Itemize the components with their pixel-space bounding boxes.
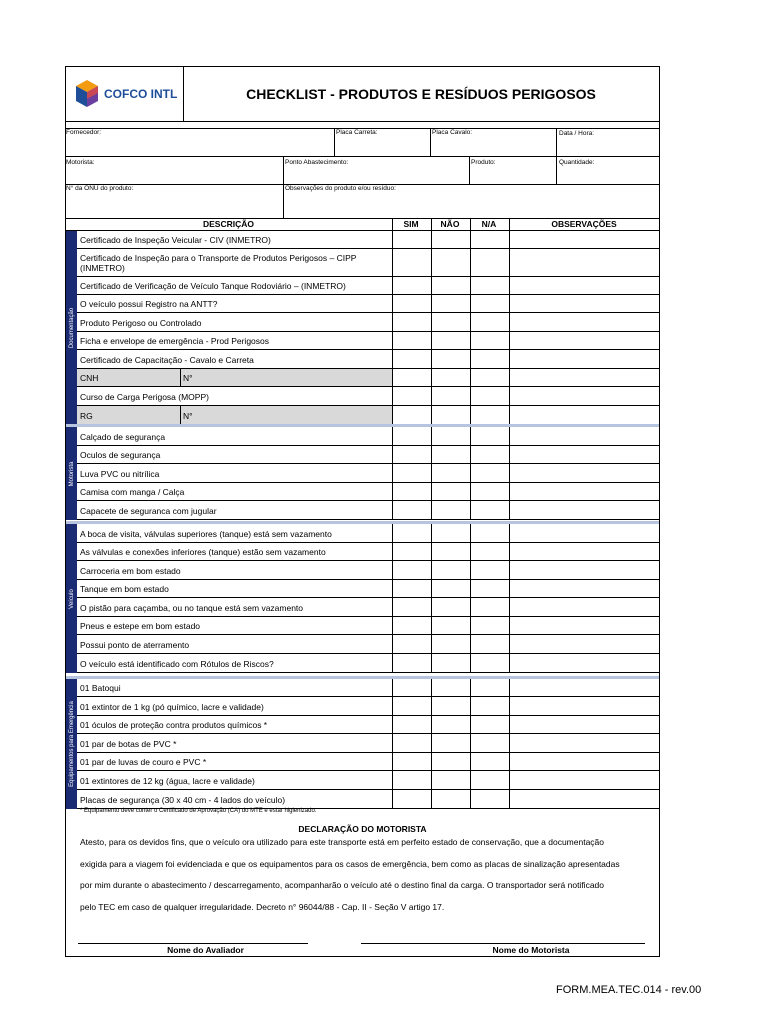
checkbox-nao[interactable] [431, 543, 469, 561]
checkbox-sim[interactable] [392, 654, 430, 673]
checkbox-sim[interactable] [392, 295, 430, 313]
checkbox-nao[interactable] [431, 277, 469, 295]
divider [509, 679, 510, 809]
observation-field[interactable] [509, 231, 659, 249]
checklist-item-label: Pneus e estepe em bom estado [80, 621, 201, 631]
divider [431, 231, 432, 425]
checklist-item-label: 01 par de botas de PVC * [80, 738, 177, 749]
checkbox-na[interactable] [470, 406, 508, 425]
checklist-item-label: 01 extintor de 1 kg (pó químico, lacre e validade) [80, 701, 264, 712]
checkbox-sim[interactable] [392, 483, 430, 501]
checkbox-nao[interactable] [431, 580, 469, 598]
signature-line-motorista[interactable] [361, 943, 645, 944]
divider [431, 218, 432, 230]
checklist-item-label: Certificado de Verificação de Veículo Tanque Rodoviário – (INMETRO) [80, 281, 346, 291]
observation-field[interactable] [509, 249, 659, 277]
declaration-line: exigida para a viagem foi evidenciada e que os equipamentos para os casos de emergência, bem como as placas de sinalização apresentadas [80, 858, 620, 869]
checkbox-sim[interactable] [392, 427, 430, 446]
checkbox-na[interactable] [470, 617, 508, 635]
section-label: Equipamentos para Emergência [68, 701, 75, 787]
observation-field[interactable] [509, 617, 659, 635]
checkbox-na[interactable] [470, 295, 508, 313]
observation-field[interactable] [509, 716, 659, 734]
checklist-item-label: Calçado de segurança [80, 431, 166, 442]
observation-field[interactable] [509, 654, 659, 673]
checklist-item-label: RG [80, 410, 93, 421]
checkbox-sim[interactable] [392, 617, 430, 635]
divider [392, 427, 393, 520]
checkbox-sim[interactable] [392, 231, 430, 249]
observation-field[interactable] [509, 350, 659, 369]
observation-field[interactable] [509, 427, 659, 446]
declaration-line: por mim durante o abastecimento / descarregamento, acompanharão o veículo até o destino final da carga. O transportador será notificado [80, 880, 604, 890]
checkbox-sim[interactable] [392, 501, 430, 520]
signature-label-motorista: Nome do Motorista [492, 945, 570, 955]
divider [392, 218, 393, 230]
checkbox-nao[interactable] [431, 753, 469, 771]
checkbox-sim[interactable] [392, 524, 430, 543]
checklist-item-label: Produto Perigoso ou Controlado [80, 317, 202, 328]
observation-field[interactable] [509, 332, 659, 350]
row-divider [77, 672, 659, 673]
checkbox-na[interactable] [470, 716, 508, 734]
observation-field[interactable] [509, 313, 659, 332]
checkbox-na[interactable] [470, 654, 508, 673]
divider [470, 427, 471, 520]
col-na: N/A [481, 219, 497, 229]
checkbox-nao[interactable] [431, 295, 469, 313]
fornecedor-field[interactable]: Fornecedor: [66, 129, 102, 136]
checkbox-na[interactable] [470, 790, 508, 809]
checklist-item-label: Luva PVC ou nitrílica [80, 468, 160, 479]
checklist-item-label: O veículo está identificado com Rótulos de Riscos? [80, 658, 274, 669]
observation-field[interactable] [509, 679, 659, 697]
observation-field[interactable] [509, 790, 659, 809]
checkbox-nao[interactable] [431, 231, 469, 249]
divider [509, 218, 510, 230]
observation-field[interactable] [509, 446, 659, 464]
divider [431, 427, 432, 520]
checkbox-na[interactable] [470, 679, 508, 697]
checkbox-sim[interactable] [392, 464, 430, 483]
observation-field[interactable] [509, 580, 659, 598]
checkbox-nao[interactable] [431, 790, 469, 809]
checkbox-na[interactable] [470, 734, 508, 753]
observacoes-produto-field[interactable]: Observações do produto e/ou resíduo: [285, 185, 396, 192]
observation-field[interactable] [509, 635, 659, 654]
checkbox-na[interactable] [470, 483, 508, 501]
observation-field[interactable] [509, 543, 659, 561]
observation-field[interactable] [509, 501, 659, 520]
checkbox-sim[interactable] [392, 635, 430, 654]
checklist-item-label: O veículo possui Registro na ANTT? [80, 299, 218, 309]
form-title: CHECKLIST - PRODUTOS E RESÍDUOS PERIGOSOS [246, 86, 596, 102]
section-label: Motorista [68, 461, 75, 486]
observation-field[interactable] [509, 524, 659, 543]
divider [470, 524, 471, 673]
data-hora-field[interactable]: Data / Hora: [559, 130, 595, 137]
checkbox-nao[interactable] [431, 350, 469, 369]
observation-field[interactable] [509, 561, 659, 580]
checkbox-na[interactable] [470, 501, 508, 520]
checklist-item-label: 01 par de luvas de couro e PVC * [80, 757, 207, 767]
observation-field[interactable] [509, 295, 659, 313]
checkbox-na[interactable] [470, 524, 508, 543]
section-label: Veículo [68, 588, 75, 609]
checklist-item-label: Carroceria em bom estado [80, 565, 181, 576]
checkbox-na[interactable] [470, 697, 508, 716]
produto-field[interactable]: Produto: [471, 159, 496, 166]
checkbox-na[interactable] [470, 580, 508, 598]
ponto-abastecimento-field[interactable]: Ponto Abastecimento: [285, 159, 349, 166]
declaration-line: pelo TEC em caso de qualquer irregularidade. Decreto n° 96044/88 - Cap. II - Seção V artigo 17. [80, 901, 445, 912]
checklist-item-label: O pistão para caçamba, ou no tanque está sem vazamento [80, 602, 304, 613]
checklist-item-label: As válvulas e conexões inferiores (tanque) estão sem vazamento [80, 547, 326, 557]
document-number-field[interactable]: N° [183, 373, 193, 383]
checkbox-nao[interactable] [431, 464, 469, 483]
checkbox-sim[interactable] [392, 734, 430, 753]
declaration-line: Atesto, para os devidos fins, que o veículo ora utilizado para este transporte está em perfeito estado de conservação, que a documentação [80, 837, 605, 847]
checkbox-sim[interactable] [392, 679, 430, 697]
checkbox-sim[interactable] [392, 277, 430, 295]
checkbox-nao[interactable] [431, 654, 469, 673]
observation-field[interactable] [509, 734, 659, 753]
checkbox-na[interactable] [470, 350, 508, 369]
checklist-item-label: Certificado de Inspeção para o Transporte de Produtos Perigosos – CIPP (INMETRO) [80, 253, 357, 273]
checklist-item-label: CNH [80, 373, 99, 383]
checkbox-na[interactable] [470, 387, 508, 406]
checkbox-nao[interactable] [431, 501, 469, 520]
col-descricao: DESCRIÇÃO [202, 219, 254, 229]
checkbox-sim[interactable] [392, 406, 430, 425]
col-sim: SIM [403, 219, 419, 229]
checkbox-nao[interactable] [431, 598, 469, 617]
section-band [66, 524, 77, 673]
divider [431, 679, 432, 809]
checkbox-na[interactable] [470, 249, 508, 277]
observation-field[interactable] [509, 753, 659, 771]
checkbox-nao[interactable] [431, 427, 469, 446]
checklist-item-label: A boca de visita, válvulas superiores (tanque) está sem vazamento [80, 528, 332, 539]
checkbox-na[interactable] [470, 598, 508, 617]
checkbox-sim[interactable] [392, 446, 430, 464]
observation-field[interactable] [509, 369, 659, 387]
checkbox-na[interactable] [470, 231, 508, 249]
checkbox-nao[interactable] [431, 406, 469, 425]
checklist-item-label: Tanque em bom estado [80, 584, 169, 594]
checklist-item-label: Capacete de seguranca com jugular [80, 505, 217, 516]
checkbox-nao[interactable] [431, 561, 469, 580]
footnote: * Equipamento deve conter o Certificado de Aprovação (CA) do MTE e estar higienizado. [80, 808, 317, 814]
checkbox-nao[interactable] [431, 524, 469, 543]
checkbox-sim[interactable] [392, 790, 430, 809]
checkbox-sim[interactable] [392, 561, 430, 580]
observation-field[interactable] [509, 483, 659, 501]
observation-field[interactable] [509, 771, 659, 790]
checklist-item-label: Possui ponto de aterramento [80, 639, 190, 650]
checkbox-na[interactable] [470, 332, 508, 350]
checkbox-nao[interactable] [431, 369, 469, 387]
checkbox-sim[interactable] [392, 580, 430, 598]
checklist-item-label: Curso de Carga Perigosa (MOPP) [80, 391, 209, 402]
checklist-item-label: Certificado de Capacitação - Cavalo e Carreta [80, 354, 254, 365]
checklist-item-label: Certificado de Inspeção Veicular - CIV (INMETRO) [80, 235, 271, 245]
divider [470, 231, 471, 425]
observation-field[interactable] [509, 406, 659, 425]
divider [392, 524, 393, 673]
checkbox-nao[interactable] [431, 697, 469, 716]
divider [509, 524, 510, 673]
observation-field[interactable] [509, 464, 659, 483]
col-nao: NÃO [440, 219, 460, 229]
observation-field[interactable] [509, 277, 659, 295]
checkbox-nao[interactable] [431, 716, 469, 734]
checklist-item-label: 01 Batoqui [80, 683, 121, 693]
observation-field[interactable] [509, 598, 659, 617]
divider [509, 231, 510, 425]
checkbox-nao[interactable] [431, 313, 469, 332]
divider [470, 218, 471, 230]
logo-text: COFCO INTL [104, 87, 178, 101]
checklist-item-label: Ficha e envelope de emergência - Prod Perigosos [80, 336, 269, 346]
checkbox-nao[interactable] [431, 332, 469, 350]
checkbox-nao[interactable] [431, 617, 469, 635]
observation-field[interactable] [509, 387, 659, 406]
checkbox-sim[interactable] [392, 598, 430, 617]
checkbox-na[interactable] [470, 427, 508, 446]
checkbox-sim[interactable] [392, 332, 430, 350]
document-number-field[interactable]: N° [183, 410, 193, 421]
checklist-item-label: 01 extintores de 12 kg (água, lacre e validade) [80, 775, 255, 786]
checkbox-nao[interactable] [431, 679, 469, 697]
onu-field[interactable]: N° da ONU do produto: [66, 185, 134, 192]
row-divider [77, 519, 659, 520]
checkbox-sim[interactable] [392, 350, 430, 369]
checkbox-sim[interactable] [392, 771, 430, 790]
motorista-field[interactable]: Motorista: [66, 159, 95, 166]
checklist-item-label: Oculos de segurança [80, 450, 161, 460]
checkbox-nao[interactable] [431, 635, 469, 654]
declaration-title: DECLARAÇÃO DO MOTORISTA [298, 824, 427, 834]
checkbox-na[interactable] [470, 543, 508, 561]
checkbox-nao[interactable] [431, 771, 469, 790]
signature-label-avaliador: Nome do Avaliador [167, 945, 244, 955]
checkbox-sim[interactable] [392, 313, 430, 332]
placa-carreta-field[interactable]: Placa Carreta: [336, 129, 378, 136]
checkbox-na[interactable] [470, 771, 508, 790]
divider [470, 679, 471, 809]
checkbox-na[interactable] [470, 369, 508, 387]
declaration-text [80, 832, 658, 918]
checklist-table [66, 67, 659, 956]
checkbox-na[interactable] [470, 464, 508, 483]
checklist-form [65, 66, 660, 957]
checkbox-nao[interactable] [431, 387, 469, 406]
checklist-item-label: Placas de segurança (30 x 40 cm - 4 lados do veículo) [80, 794, 286, 805]
checkbox-sim[interactable] [392, 753, 430, 771]
section-label: Documentação [68, 307, 75, 349]
signature-line-avaliador[interactable] [78, 943, 308, 944]
divider [431, 524, 432, 673]
checkbox-na[interactable] [470, 561, 508, 580]
checkbox-nao[interactable] [431, 734, 469, 753]
section-band [66, 231, 77, 425]
checkbox-na[interactable] [470, 635, 508, 654]
placa-cavalo-field[interactable]: Placa Cavalo: [432, 129, 473, 136]
checkbox-na[interactable] [470, 277, 508, 295]
quantidade-field[interactable]: Quantidade: [559, 159, 595, 166]
col-observacoes: OBSERVAÇÕES [551, 219, 617, 229]
checkbox-sim[interactable] [392, 716, 430, 734]
checkbox-na[interactable] [470, 753, 508, 771]
checkbox-sim[interactable] [392, 369, 430, 387]
divider [392, 679, 393, 809]
section-band [66, 679, 77, 809]
divider [509, 427, 510, 520]
checkbox-nao[interactable] [431, 249, 469, 277]
divider [392, 231, 393, 425]
checkbox-sim[interactable] [392, 543, 430, 561]
checklist-item-label: 01 óculos de proteção contra produtos químicos * [80, 720, 268, 730]
section-band [66, 427, 77, 520]
form-code: FORM.MEA.TEC.014 - rev.00 [556, 984, 702, 996]
checkbox-na[interactable] [470, 446, 508, 464]
checkbox-sim[interactable] [392, 697, 430, 716]
observation-field[interactable] [509, 697, 659, 716]
checkbox-sim[interactable] [392, 249, 430, 277]
checklist-item-label: Camisa com manga / Calça [80, 487, 185, 497]
checkbox-nao[interactable] [431, 483, 469, 501]
checkbox-nao[interactable] [431, 446, 469, 464]
checkbox-sim[interactable] [392, 387, 430, 406]
checkbox-na[interactable] [470, 313, 508, 332]
